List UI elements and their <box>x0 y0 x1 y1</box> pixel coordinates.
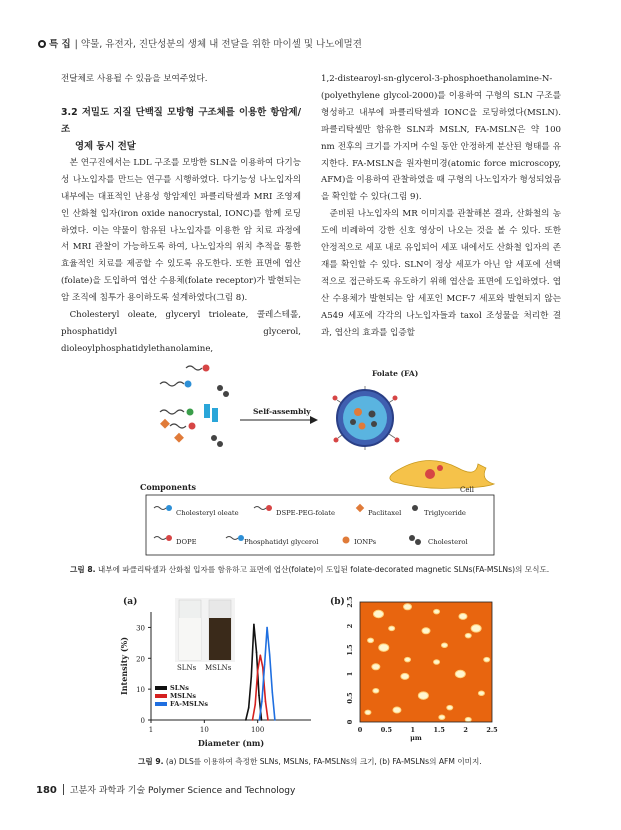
figure-9a-dls-chart <box>115 592 315 754</box>
section-title-line2: 영제 동시 전달 <box>75 140 136 152</box>
paragraph-3: 1,2-distearoyl-sn-glycerol-3-phosphoethanolamine-N-(polyethylene glycol-2000)를 이용하여 구형의 SLN 구조를 형성하고 내부에 파클리탁셀과 IONC을 로딩하였다(MSLN). 파클리탁셀만 함유한 SLN과 MSLN, FA-MSLN은 약 100 nm 전후의 크기를 가지며 수일 동안 안정하게 분산된 형태를 유지한다. FA-MSLN을 원자현미경(atomic force microscopy, AFM)을 이용하여 관찰하였을 때 구형의 나노입자가 형성되었음을 확인할 수 있다(그림 9). <box>321 74 561 203</box>
afm-particle <box>439 715 445 720</box>
afm-particle <box>465 717 471 722</box>
component-cluster <box>160 365 229 448</box>
legend-swatch <box>155 686 167 690</box>
series-line-fa-mslns <box>259 627 275 720</box>
afm-particle <box>434 660 440 665</box>
afm-particle <box>478 691 484 696</box>
data-point <box>254 704 256 706</box>
afm-particle <box>379 644 389 652</box>
paragraph-4: 준비된 나노입자의 MR 이미지를 관찰해본 결과, 산화철의 농도에 비례하여 강한 신호 영상이 나오는 것을 볼 수 있다. 또한 안정적으로 세포 내로 유입되어 세포 내에서도 산화철 입자의 존재를 확인할 수 있다. SLN이 정상 세포가 아닌 암 세포에 선택적으로 접근하도록 유도하기 위해 엽산을 표면에 도입하였다. 엽산 수용체가 발현되는 암 세포인 MCF-7 세포와 발현되지 않는 A549 세포에 각각의 나노입자들과 taxol 조성물을 처리한 결과, 엽산의 효과를 입증할 <box>321 209 561 338</box>
afm-particle <box>393 707 401 713</box>
data-point <box>253 624 255 626</box>
x-axis-unit: μm <box>410 734 422 742</box>
vial-label-mslns: MSLNs <box>205 664 232 672</box>
journal-name: 고분자 과학과 기술 Polymer Science and Technology <box>69 786 296 796</box>
running-header: 특 집 | 약물, 유전자, 진단성분의 생체 내 전달을 위한 마이셀 및 나노에멀젼 <box>38 36 362 50</box>
afm-particle <box>447 705 453 710</box>
legend-dope: DOPE <box>176 538 197 546</box>
x-tick-label: 1.5 <box>433 726 445 734</box>
figure-9-label: 그림 9. <box>138 757 164 766</box>
afm-particle <box>368 638 374 643</box>
y-tick-label: 0 <box>140 717 145 725</box>
y-tick-label: 20 <box>136 655 145 664</box>
afm-particle <box>455 670 465 678</box>
legend-phosphatidyl-glycerol: Phosphatidyl glycerol <box>244 538 319 546</box>
legend-ionps: IONPs <box>354 538 377 546</box>
legend-triglyceride: Triglyceride <box>424 509 466 517</box>
series-line-slns <box>246 624 262 720</box>
y-tick-label: 2.5 <box>346 596 354 608</box>
legend-cholesteryl-oleate: Cholesteryl oleate <box>176 509 239 517</box>
x-tick-label: 10 <box>199 726 209 734</box>
afm-particle <box>365 710 371 715</box>
afm-particle <box>404 604 412 610</box>
data-point <box>259 719 261 721</box>
figure-8-text: 내부에 파클리탁셀과 산화철 입자를 함유하고 표면에 엽산(folate)이 도입된 folate-decorated magnetic SLNs(FA-MSLNs)의 모식도. <box>97 565 550 574</box>
x-axis-label: Diameter (nm) <box>197 738 265 748</box>
afm-particle <box>389 626 395 631</box>
header-title: 약물, 유전자, 진단성분의 생체 내 전달을 위한 마이셀 및 나노에멀젼 <box>80 39 362 50</box>
data-point <box>257 670 259 672</box>
paragraph-2: Cholesteryl oleate, glyceryl trioleate, 콜레스테롤, phosphatidyl glycerol, dioleoylphosphatidylethanolamine, <box>61 310 301 354</box>
afm-particle <box>471 625 481 633</box>
y-tick-label: 2 <box>346 623 354 629</box>
figure-9-text: (a) DLS를 이용하여 측정한 SLNs, MSLNs, FA-MSLNs의 크기, (b) FA-MSLNs의 AFM 이미지. <box>165 757 482 766</box>
y-tick-label: 1.5 <box>346 644 354 656</box>
afm-particle <box>434 609 440 614</box>
afm-particle <box>422 628 430 634</box>
x-tick-label: 2.5 <box>486 726 498 734</box>
afm-particle <box>484 657 490 662</box>
x-tick-label: 1 <box>410 726 416 734</box>
folate-label: Folate (FA) <box>372 369 419 378</box>
y-tick-label: 0.5 <box>346 692 354 704</box>
nanoparticle <box>333 386 400 450</box>
components-title: Components <box>140 482 197 492</box>
afm-particle <box>465 633 471 638</box>
panel-a-label: (a) <box>123 597 138 607</box>
cell-shape <box>390 460 494 488</box>
data-point <box>274 719 276 721</box>
figure-9b-afm-image <box>328 592 498 754</box>
data-point <box>245 719 247 721</box>
y-tick-label: 10 <box>136 686 145 695</box>
self-assembly-label: Self-assembly <box>253 407 311 416</box>
right-column <box>321 71 561 342</box>
paragraph-1: 본 연구진에서는 LDL 구조를 모방한 SLN을 이용하여 다기능성 나노입자를 만드는 연구를 시행하였다. 다기능성 나노입자의 내부에는 대표적인 난용성 항암제인 파클리탁셀과 MRI 조영제인 산화철 입자(iron oxide nanocrystal, IONC)를 함께 로딩하였다. 이는 약물이 함유된 나노입자를 이용한 암 치료 과정에서 MRI 관찰이 가능하도록 하여, 나노입자의 위치 추적을 통한 효율적인 치료를 제공할 수 있도록 유도한다. 또한 표면에 엽산(folate)을 도입하여 엽산 수용체(folate receptor)가 발현되는 암 조직에 침투가 용이하도록 설계하였다(그림 8). <box>61 157 301 304</box>
data-point <box>265 701 267 703</box>
data-point <box>256 651 258 653</box>
data-point <box>271 691 273 693</box>
page-footer <box>36 783 295 796</box>
vial-photo <box>175 598 235 672</box>
figure-9-caption <box>138 756 482 767</box>
data-point <box>251 676 253 678</box>
legend-entry: SLNs <box>170 684 189 692</box>
x-tick-label: 0.5 <box>380 726 393 734</box>
legend-entry: FA-MSLNs <box>170 700 209 708</box>
data-point <box>258 695 260 697</box>
vial-label-slns: SLNs <box>177 664 197 672</box>
section-title-line1: 3.2 저밀도 지질 단백질 모방형 구조체를 이용한 항암제/조 <box>61 106 301 135</box>
data-point <box>252 719 254 721</box>
figure-8-label: 그림 8. <box>70 565 96 574</box>
legend-dspe-peg-folate: DSPE-PEG-folate <box>276 509 336 517</box>
panel-b-label: (b) <box>330 597 345 607</box>
left-column <box>61 71 301 358</box>
x-tick-label: 1 <box>148 726 154 734</box>
data-point <box>248 707 250 709</box>
header-tag: 특 집 <box>49 39 71 50</box>
data-point <box>266 627 268 629</box>
y-tick-label: 30 <box>136 624 145 633</box>
figure-8-schematic <box>140 358 500 558</box>
data-point <box>267 719 269 721</box>
data-point <box>264 664 266 666</box>
legend-swatch <box>155 702 167 706</box>
figure-8-caption <box>70 564 549 575</box>
afm-particle <box>441 643 447 648</box>
afm-particle <box>373 610 383 618</box>
afm-particle <box>405 657 411 662</box>
components-box <box>146 495 494 555</box>
afm-particle <box>459 613 467 619</box>
afm-particle <box>418 692 428 700</box>
legend-cholesterol: Cholesterol <box>428 538 468 546</box>
data-point <box>261 701 263 703</box>
paragraph-0: 전달체로 사용될 수 있음을 보여주었다. <box>61 74 208 84</box>
data-point <box>262 667 264 669</box>
data-point <box>269 654 271 656</box>
x-tick-label: 0 <box>357 726 363 734</box>
legend-swatch <box>155 694 167 698</box>
page-number: 180 <box>36 785 57 796</box>
x-tick-label: 100 <box>250 726 265 734</box>
component-legend <box>154 504 468 546</box>
afm-particle <box>401 673 409 679</box>
afm-background <box>360 602 492 722</box>
x-tick-label: 2 <box>463 726 468 734</box>
cell-label: Cell <box>460 486 474 494</box>
afm-particle <box>372 664 380 670</box>
legend-paclitaxel: Paclitaxel <box>368 509 402 517</box>
y-tick-label: 0 <box>346 719 354 725</box>
legend-entry: MSLNs <box>170 692 197 700</box>
afm-plot-area <box>346 596 498 742</box>
afm-particle <box>373 689 379 694</box>
y-axis-label: Intensity (%) <box>119 636 129 696</box>
bullet-icon <box>38 40 46 48</box>
y-tick-label: 1 <box>346 671 354 677</box>
data-point <box>261 719 263 721</box>
data-point <box>259 654 261 656</box>
